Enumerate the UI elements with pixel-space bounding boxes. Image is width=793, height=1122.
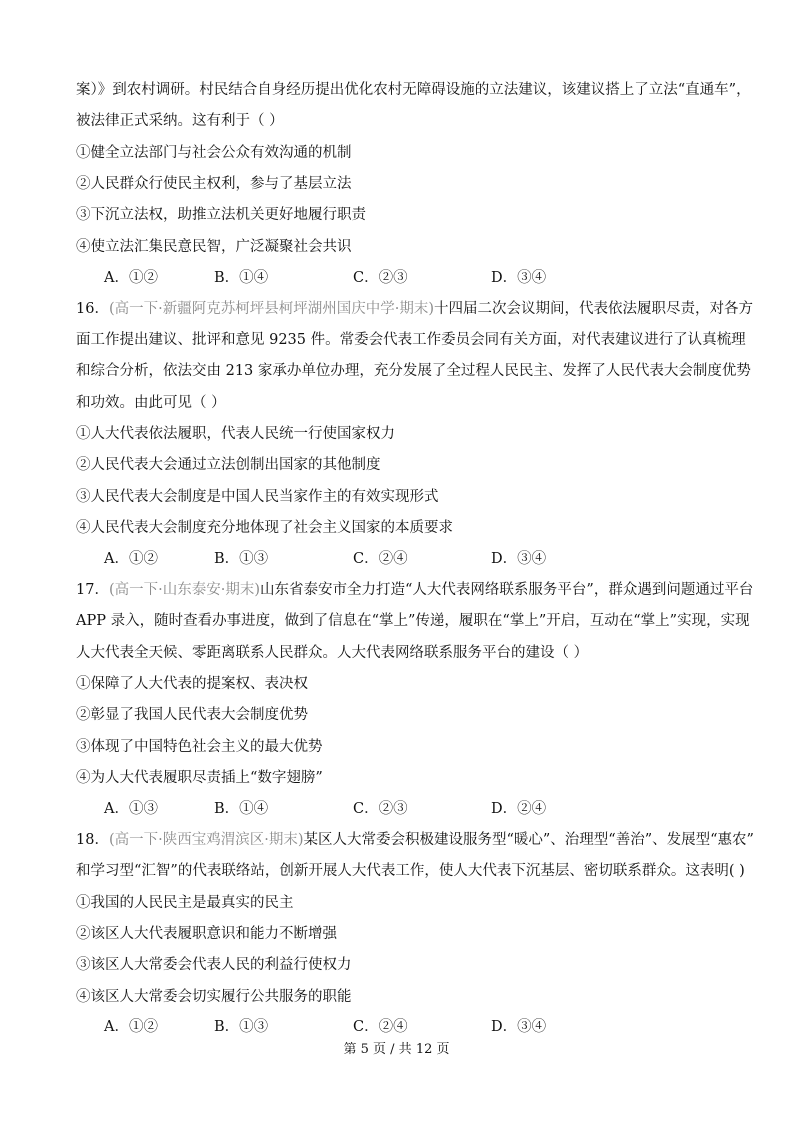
intro-item-4: ④使立法汇集民意民智，广泛凝聚社会共识 [76,239,352,255]
q18-number: 18． [76,832,109,848]
q16-item-2: ②人民代表大会通过立法创制出国家的其他制度 [76,457,381,473]
q17-option-b: B．①④ [214,801,269,817]
intro-item-3: ③下沉立法权，助推立法机关更好地履行职责 [76,207,366,223]
q16-option-b: B．①③ [214,551,269,567]
intro-option-b: B．①④ [214,270,269,286]
q16-line-1 [76,299,753,319]
intro-option-a: A．①② [104,270,158,286]
q18-option-d: D．③④ [491,1019,547,1035]
q18-item-4: ④该区人大常委会切实履行公共服务的职能 [76,989,352,1005]
q17-line-3: 人大代表全天候、零距离联系人民群众。人大代表网络联系服务平台的建设（ ） [76,645,589,661]
q16-item-4: ④人民代表大会制度充分地体现了社会主义国家的本质要求 [76,520,453,536]
q17-number: 17． [76,582,109,598]
q18-item-2: ②该区人大代表履职意识和能力不断增强 [76,926,337,942]
q18-option-a: A．①② [104,1019,158,1035]
intro-item-2: ②人民群众行使民主权利，参与了基层立法 [76,176,352,192]
q16-option-a: A．①② [104,551,158,567]
q16-line-4: 和功效。由此可见（ ） [76,395,226,411]
q18-item-3: ③该区人大常委会代表人民的利益行使权力 [76,957,352,973]
q17-line-1-text: 山东省泰安市全力打造“人大代表网络联系服务平台”，群众遇到问题通过平台 [260,582,754,598]
q16-line-2: 面工作提出建议、批评和意见 9235 件。常委会代表工作委员会同有关方面，对代表建议进行了认真梳理 [76,332,746,348]
q16-item-1: ①人大代表依法履职，代表人民统一行使国家权力 [76,426,395,442]
q18-line-2: 和学习型“汇智”的代表联络站，创新开展人大代表工作，使人大代表下沉基层、密切联系群众。这表明( ) [76,863,745,879]
intro-line-2: 被法律正式采纳。这有利于（ ） [76,113,284,129]
intro-option-c: C．②③ [353,270,408,286]
q17-option-d: D．②④ [491,801,547,817]
q17-option-c: C．②③ [353,801,408,817]
q17-item-1: ①保障了人大代表的提案权、表决权 [76,676,308,692]
intro-option-d: D．③④ [491,270,547,286]
page-footer: 第 5 页 / 共 12 页 [343,1042,450,1057]
q16-option-d: D．③④ [491,551,547,567]
q16-line-1-text: 十四届二次会议期间，代表依法履职尽责，对各方 [433,301,753,317]
q17-line-1 [76,580,754,600]
q16-option-c: C．②④ [353,551,408,567]
intro-line-1: 案）》到农村调研。村民结合自身经历提出优化农村无障碍设施的立法建议，该建议搭上了立法“直通车”， [76,82,751,98]
q18-item-1: ①我国的人民民主是最真实的民主 [76,895,294,911]
q18-option-b: B．①③ [214,1019,269,1035]
intro-item-1: ①健全立法部门与社会公众有效沟通的机制 [76,145,352,161]
q18-source: (高一下·陕西宝鸡渭滨区·期末) [108,832,304,848]
q16-number: 16． [76,301,109,317]
q18-line-1-text: 某区人大常委会积极建设服务型“暖心”、治理型“善治”、发展型“惠农” [303,832,754,848]
q17-source: (高一下·山东泰安·期末) [108,582,260,598]
q16-line-3: 和综合分析，依法交由 213 家承办单位办理，充分发展了全过程人民民主、发挥了人民代表大会制度优势 [76,363,751,379]
q18-option-c: C．②④ [353,1019,408,1035]
q17-item-3: ③体现了中国特色社会主义的最大优势 [76,739,323,755]
q16-item-3: ③人民代表大会制度是中国人民当家作主的有效实现形式 [76,489,439,505]
q16-source: (高一下·新疆阿克苏柯坪县柯坪湖州国庆中学·期末) [108,301,434,317]
q17-line-2: APP 录入，随时查看办事进度，做到了信息在“掌上”传递，履职在“掌上”开启，互动在“掌上”实现，实现 [76,613,750,629]
q17-option-a: A．①③ [104,801,158,817]
q17-item-4: ④为人大代表履职尽责插上“数字翅膀” [76,770,323,786]
q17-item-2: ②彰显了我国人民代表大会制度优势 [76,707,308,723]
q18-line-1 [76,830,754,850]
